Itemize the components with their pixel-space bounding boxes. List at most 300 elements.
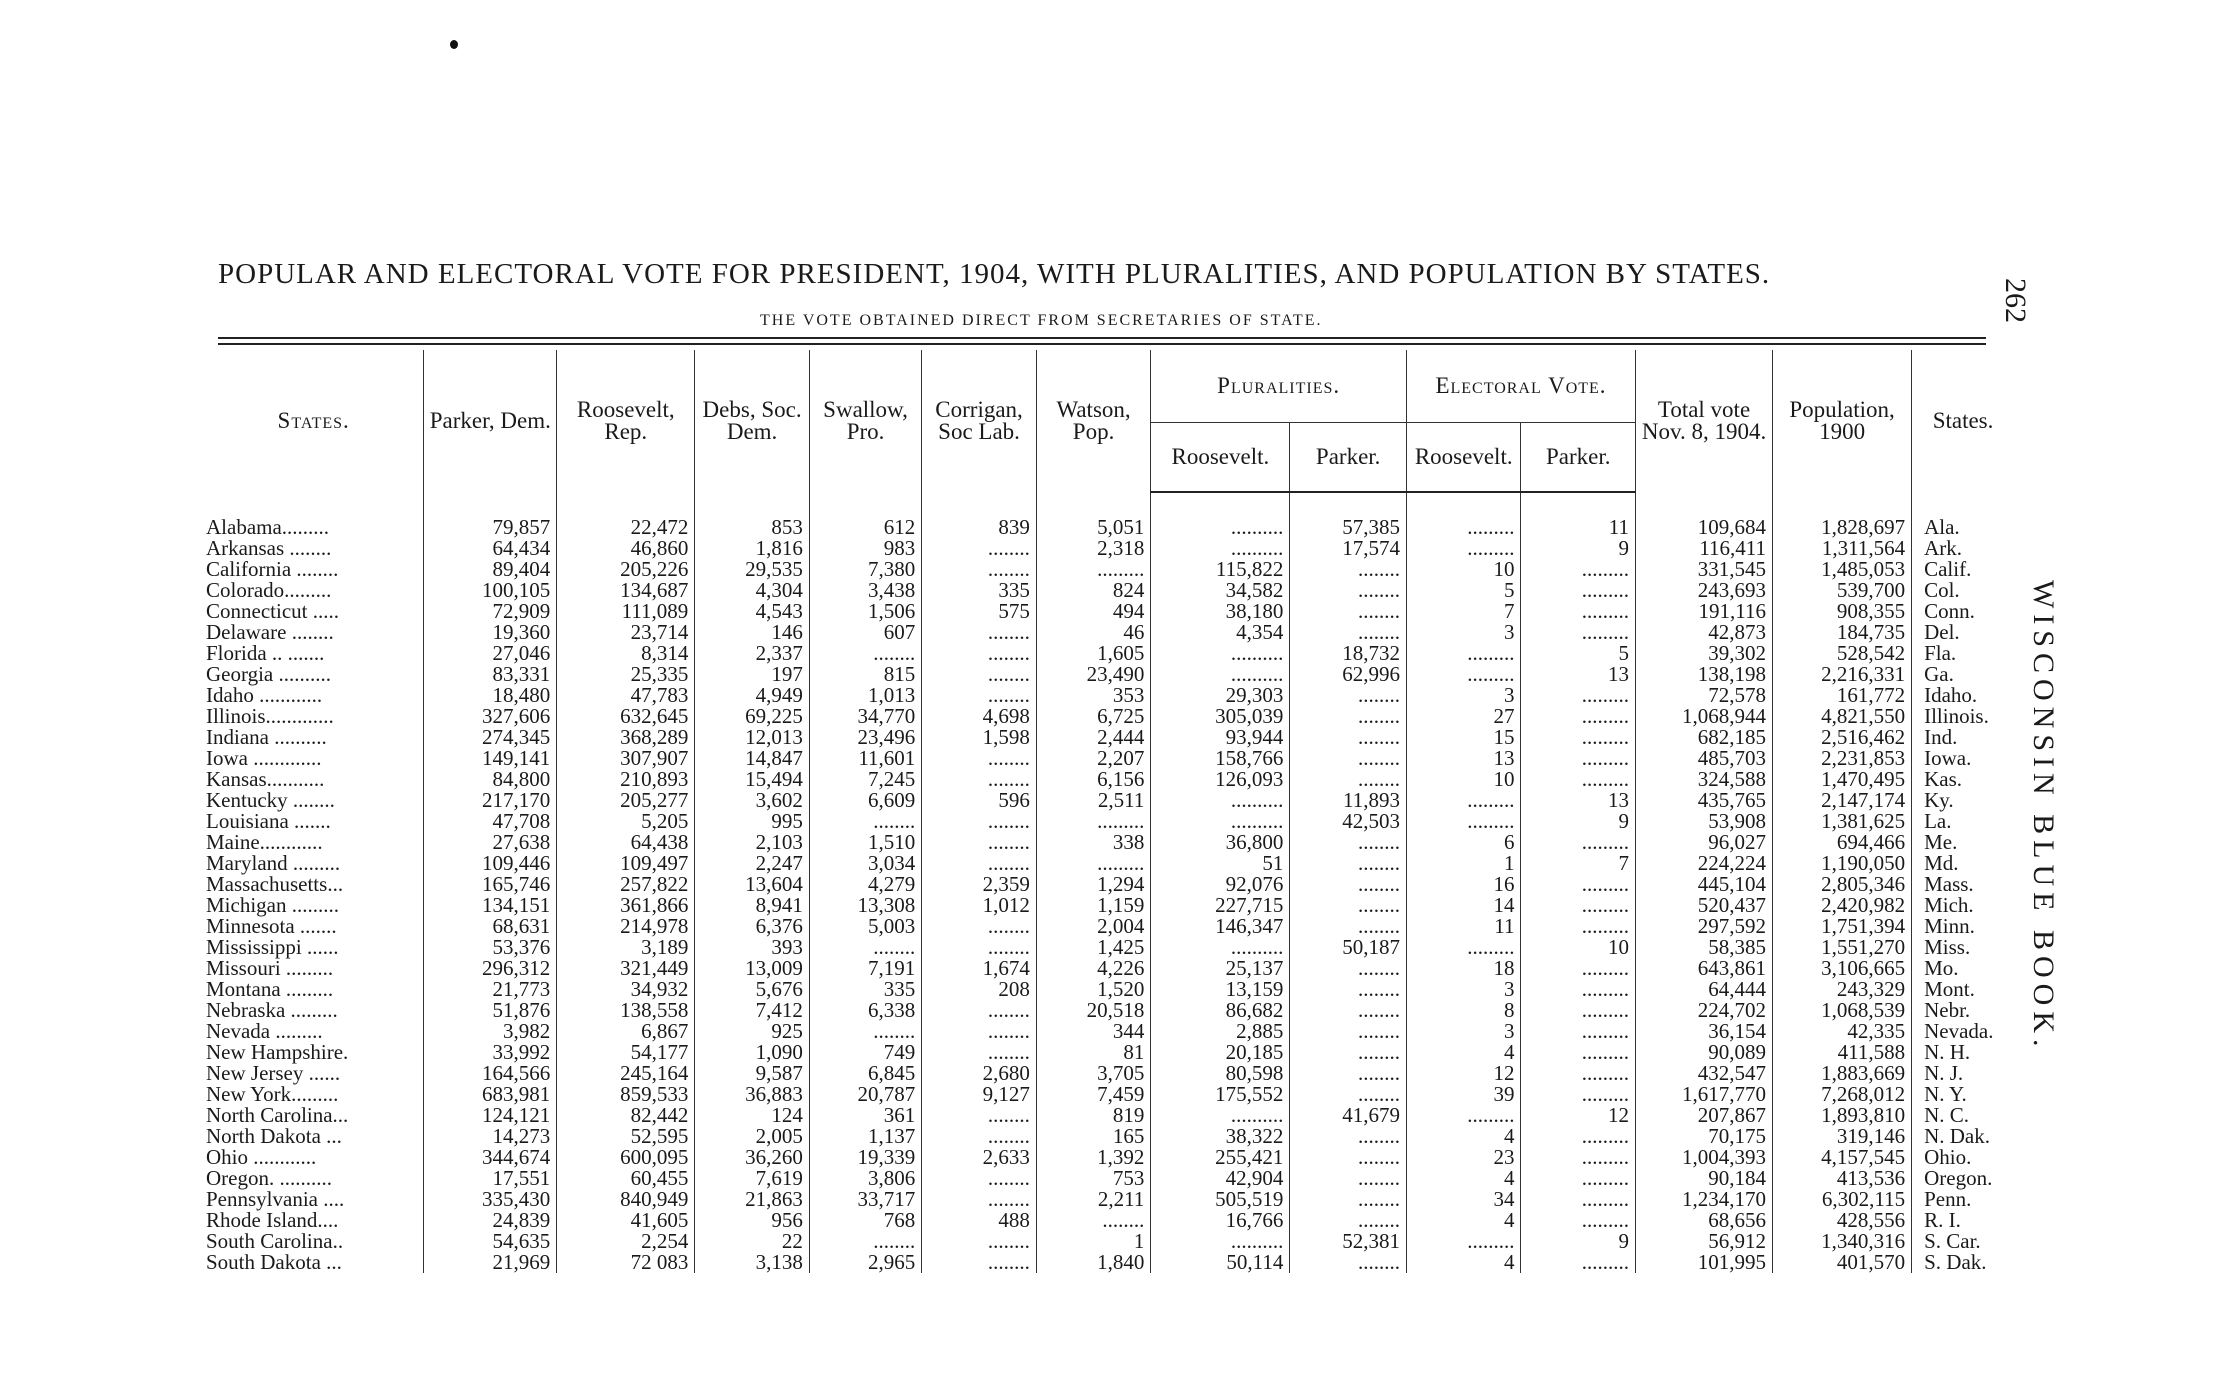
state-cell: Indiana ..........	[206, 725, 327, 749]
plurality-roosevelt-cell: ..........	[1151, 811, 1290, 832]
state-cell: Montana .........	[206, 977, 334, 1001]
total-vote-cell: 324,588	[1636, 769, 1773, 790]
corrigan-vote-cell: 2,680	[922, 1063, 1037, 1084]
table-row	[204, 538, 2014, 559]
plurality-roosevelt-cell: 4,354	[1151, 622, 1290, 643]
electoral-roosevelt-cell: .........	[1406, 1105, 1521, 1126]
roosevelt-vote-cell: 859,533	[557, 1084, 695, 1105]
corrigan-vote-cell: ........	[922, 1021, 1037, 1042]
debs-vote-cell: 956	[695, 1210, 810, 1231]
parker-vote-cell: 47,708	[424, 811, 557, 832]
population-cell: 2,147,174	[1773, 790, 1912, 811]
table-row	[204, 1231, 2014, 1252]
roosevelt-vote-cell: 22,472	[557, 492, 695, 538]
electoral-parker-cell: .........	[1521, 1168, 1636, 1189]
state-abbr-cell: Conn.	[1912, 601, 2014, 622]
electoral-parker-cell: .........	[1521, 601, 1636, 622]
debs-vote-cell: 925	[695, 1021, 810, 1042]
population-cell: 1,893,810	[1773, 1105, 1912, 1126]
parker-vote-cell: 19,360	[424, 622, 557, 643]
table-row	[204, 685, 2014, 706]
debs-vote-cell: 29,535	[695, 559, 810, 580]
debs-vote-cell: 146	[695, 622, 810, 643]
plurality-roosevelt-cell: 80,598	[1151, 1063, 1290, 1084]
state-cell: Rhode Island....	[206, 1208, 339, 1232]
watson-vote-cell: 1,520	[1036, 979, 1151, 1000]
table-row	[204, 1126, 2014, 1147]
table-row	[204, 811, 2014, 832]
total-vote-cell: 207,867	[1636, 1105, 1773, 1126]
swallow-vote-cell: 19,339	[809, 1147, 921, 1168]
population-cell: 4,821,550	[1773, 706, 1912, 727]
roosevelt-vote-cell: 109,497	[557, 853, 695, 874]
total-vote-cell: 297,592	[1636, 916, 1773, 937]
state-abbr-cell: Idaho.	[1912, 685, 2014, 706]
plurality-parker-cell: ........	[1290, 916, 1407, 937]
plurality-roosevelt-cell: 93,944	[1151, 727, 1290, 748]
electoral-parker-cell: 9	[1521, 811, 1636, 832]
state-abbr-cell: Me.	[1912, 832, 2014, 853]
state-abbr-cell: Mich.	[1912, 895, 2014, 916]
state-abbr-cell: N. Dak.	[1912, 1126, 2014, 1147]
state-cell: Idaho ............	[206, 683, 323, 707]
table-row	[204, 790, 2014, 811]
corrigan-vote-cell: ........	[922, 643, 1037, 664]
total-vote-cell: 1,068,944	[1636, 706, 1773, 727]
corrigan-vote-cell: 1,598	[922, 727, 1037, 748]
parker-vote-cell: 164,566	[424, 1063, 557, 1084]
state-cell: Nevada .........	[206, 1019, 323, 1043]
corrigan-vote-cell: 1,012	[922, 895, 1037, 916]
state-abbr-cell: Nevada.	[1912, 1021, 2014, 1042]
plurality-parker-cell: ........	[1290, 685, 1407, 706]
state-abbr-cell: Illinois.	[1912, 706, 2014, 727]
col-header-electoral: Electoral Vote.	[1406, 350, 1635, 423]
parker-vote-cell: 21,773	[424, 979, 557, 1000]
debs-vote-cell: 12,013	[695, 727, 810, 748]
electoral-parker-cell: .........	[1521, 580, 1636, 601]
table-row	[204, 1210, 2014, 1231]
table-row	[204, 1252, 2014, 1273]
parker-vote-cell: 18,480	[424, 685, 557, 706]
watson-vote-cell: 819	[1036, 1105, 1151, 1126]
population-cell: 908,355	[1773, 601, 1912, 622]
population-cell: 1,190,050	[1773, 853, 1912, 874]
state-cell: Nebraska .........	[206, 998, 338, 1022]
electoral-roosevelt-cell: 8	[1406, 1000, 1521, 1021]
roosevelt-vote-cell: 214,978	[557, 916, 695, 937]
swallow-vote-cell: 4,279	[809, 874, 921, 895]
electoral-roosevelt-cell: 27	[1406, 706, 1521, 727]
watson-vote-cell: .........	[1036, 811, 1151, 832]
population-cell: 243,329	[1773, 979, 1912, 1000]
roosevelt-vote-cell: 46,860	[557, 538, 695, 559]
corrigan-vote-cell: ........	[922, 664, 1037, 685]
corrigan-vote-cell: 839	[922, 492, 1037, 538]
swallow-vote-cell: ........	[809, 811, 921, 832]
total-vote-cell: 1,617,770	[1636, 1084, 1773, 1105]
swallow-vote-cell: 20,787	[809, 1084, 921, 1105]
parker-vote-cell: 100,105	[424, 580, 557, 601]
debs-vote-cell: 7,619	[695, 1168, 810, 1189]
electoral-parker-cell: .........	[1521, 832, 1636, 853]
plurality-roosevelt-cell: 2,885	[1151, 1021, 1290, 1042]
corrigan-vote-cell: ........	[922, 1252, 1037, 1273]
electoral-roosevelt-cell: 4	[1406, 1126, 1521, 1147]
state-abbr-cell: Col.	[1912, 580, 2014, 601]
table-row	[204, 1042, 2014, 1063]
corrigan-vote-cell: 4,698	[922, 706, 1037, 727]
electoral-roosevelt-cell: .........	[1406, 1231, 1521, 1252]
state-cell: Florida .. .......	[206, 641, 325, 665]
parker-vote-cell: 344,674	[424, 1147, 557, 1168]
roosevelt-vote-cell: 52,595	[557, 1126, 695, 1147]
running-title: WISCONSIN BLUE BOOK.	[2027, 580, 2060, 1053]
plurality-roosevelt-cell: 115,822	[1151, 559, 1290, 580]
total-vote-cell: 224,702	[1636, 1000, 1773, 1021]
corrigan-vote-cell: 208	[922, 979, 1037, 1000]
parker-vote-cell: 217,170	[424, 790, 557, 811]
total-vote-cell: 68,656	[1636, 1210, 1773, 1231]
plurality-parker-cell: ........	[1290, 1168, 1407, 1189]
state-cell: Pennsylvania ....	[206, 1187, 345, 1211]
electoral-roosevelt-cell: 4	[1406, 1168, 1521, 1189]
population-cell: 413,536	[1773, 1168, 1912, 1189]
state-cell: New Hampshire.	[206, 1040, 349, 1064]
watson-vote-cell: 338	[1036, 832, 1151, 853]
debs-vote-cell: 4,949	[695, 685, 810, 706]
plurality-roosevelt-cell: 255,421	[1151, 1147, 1290, 1168]
debs-vote-cell: 13,009	[695, 958, 810, 979]
electoral-parker-cell: .........	[1521, 958, 1636, 979]
watson-vote-cell: 2,004	[1036, 916, 1151, 937]
population-cell: 2,216,331	[1773, 664, 1912, 685]
state-cell: South Dakota ...	[206, 1250, 342, 1274]
table-row	[204, 580, 2014, 601]
state-cell: Delaware ........	[206, 620, 334, 644]
corrigan-vote-cell: 2,359	[922, 874, 1037, 895]
corrigan-vote-cell: ........	[922, 685, 1037, 706]
parker-vote-cell: 683,981	[424, 1084, 557, 1105]
electoral-parker-cell: .........	[1521, 1210, 1636, 1231]
debs-vote-cell: 2,337	[695, 643, 810, 664]
total-vote-cell: 42,873	[1636, 622, 1773, 643]
parker-vote-cell: 54,635	[424, 1231, 557, 1252]
parker-vote-cell: 109,446	[424, 853, 557, 874]
total-vote-cell: 432,547	[1636, 1063, 1773, 1084]
parker-vote-cell: 68,631	[424, 916, 557, 937]
roosevelt-vote-cell: 25,335	[557, 664, 695, 685]
table-row	[204, 769, 2014, 790]
electoral-parker-cell: .........	[1521, 1042, 1636, 1063]
parker-vote-cell: 83,331	[424, 664, 557, 685]
population-cell: 184,735	[1773, 622, 1912, 643]
table-row	[204, 664, 2014, 685]
col-header-plur-parker: Parker.	[1290, 423, 1407, 493]
parker-vote-cell: 51,876	[424, 1000, 557, 1021]
corrigan-vote-cell: ........	[922, 832, 1037, 853]
total-vote-cell: 58,385	[1636, 937, 1773, 958]
table-row	[204, 706, 2014, 727]
electoral-roosevelt-cell: 3	[1406, 1021, 1521, 1042]
population-cell: 1,311,564	[1773, 538, 1912, 559]
roosevelt-vote-cell: 82,442	[557, 1105, 695, 1126]
debs-vote-cell: 22	[695, 1231, 810, 1252]
table-row	[204, 622, 2014, 643]
population-cell: 2,516,462	[1773, 727, 1912, 748]
electoral-roosevelt-cell: 6	[1406, 832, 1521, 853]
electoral-parker-cell: 9	[1521, 1231, 1636, 1252]
roosevelt-vote-cell: 361,866	[557, 895, 695, 916]
col-header-roosevelt: Roosevelt, Rep.	[557, 350, 695, 492]
state-abbr-cell: S. Dak.	[1912, 1252, 2014, 1273]
parker-vote-cell: 165,746	[424, 874, 557, 895]
roosevelt-vote-cell: 600,095	[557, 1147, 695, 1168]
plurality-parker-cell: ........	[1290, 622, 1407, 643]
electoral-roosevelt-cell: 5	[1406, 580, 1521, 601]
electoral-roosevelt-cell: .........	[1406, 538, 1521, 559]
plurality-parker-cell: ........	[1290, 1210, 1407, 1231]
state-abbr-cell: Nebr.	[1912, 1000, 2014, 1021]
plurality-parker-cell: ........	[1290, 1084, 1407, 1105]
roosevelt-vote-cell: 60,455	[557, 1168, 695, 1189]
parker-vote-cell: 89,404	[424, 559, 557, 580]
plurality-parker-cell: ........	[1290, 1189, 1407, 1210]
plurality-roosevelt-cell: ..........	[1151, 1231, 1290, 1252]
total-vote-cell: 116,411	[1636, 538, 1773, 559]
electoral-parker-cell: .........	[1521, 1126, 1636, 1147]
swallow-vote-cell: 11,601	[809, 748, 921, 769]
plurality-roosevelt-cell: ..........	[1151, 664, 1290, 685]
total-vote-cell: 39,302	[1636, 643, 1773, 664]
plurality-parker-cell: 57,385	[1290, 492, 1407, 538]
swallow-vote-cell: 33,717	[809, 1189, 921, 1210]
total-vote-cell: 56,912	[1636, 1231, 1773, 1252]
roosevelt-vote-cell: 3,189	[557, 937, 695, 958]
roosevelt-vote-cell: 840,949	[557, 1189, 695, 1210]
watson-vote-cell: .........	[1036, 559, 1151, 580]
parker-vote-cell: 72,909	[424, 601, 557, 622]
electoral-roosevelt-cell: 3	[1406, 979, 1521, 1000]
debs-vote-cell: 21,863	[695, 1189, 810, 1210]
debs-vote-cell: 36,260	[695, 1147, 810, 1168]
plurality-parker-cell: ........	[1290, 769, 1407, 790]
state-abbr-cell: R. I.	[1912, 1210, 2014, 1231]
plurality-parker-cell: ........	[1290, 1252, 1407, 1273]
watson-vote-cell: 165	[1036, 1126, 1151, 1147]
state-abbr-cell: Mont.	[1912, 979, 2014, 1000]
total-vote-cell: 90,184	[1636, 1168, 1773, 1189]
col-header-plur-roosevelt: Roosevelt.	[1151, 423, 1290, 493]
parker-vote-cell: 124,121	[424, 1105, 557, 1126]
watson-vote-cell: 1,159	[1036, 895, 1151, 916]
plurality-parker-cell: ........	[1290, 1021, 1407, 1042]
population-cell: 1,485,053	[1773, 559, 1912, 580]
electoral-parker-cell: .........	[1521, 622, 1636, 643]
state-abbr-cell: N. H.	[1912, 1042, 2014, 1063]
roosevelt-vote-cell: 205,226	[557, 559, 695, 580]
table-row	[204, 601, 2014, 622]
plurality-parker-cell: ........	[1290, 979, 1407, 1000]
state-cell: Arkansas ........	[206, 536, 332, 560]
electoral-roosevelt-cell: 10	[1406, 769, 1521, 790]
roosevelt-vote-cell: 64,438	[557, 832, 695, 853]
watson-vote-cell: 1,425	[1036, 937, 1151, 958]
total-vote-cell: 90,089	[1636, 1042, 1773, 1063]
title-rule-bottom	[218, 343, 1986, 345]
roosevelt-vote-cell: 138,558	[557, 1000, 695, 1021]
corrigan-vote-cell: ........	[922, 1105, 1037, 1126]
watson-vote-cell: .........	[1036, 853, 1151, 874]
debs-vote-cell: 6,376	[695, 916, 810, 937]
plurality-roosevelt-cell: 227,715	[1151, 895, 1290, 916]
state-abbr-cell: La.	[1912, 811, 2014, 832]
plurality-parker-cell: ........	[1290, 958, 1407, 979]
debs-vote-cell: 2,103	[695, 832, 810, 853]
electoral-roosevelt-cell: .........	[1406, 664, 1521, 685]
corrigan-vote-cell: ........	[922, 1189, 1037, 1210]
watson-vote-cell: 6,725	[1036, 706, 1151, 727]
watson-vote-cell: 7,459	[1036, 1084, 1151, 1105]
state-abbr-cell: Mo.	[1912, 958, 2014, 979]
swallow-vote-cell: 3,438	[809, 580, 921, 601]
state-cell: Missouri .........	[206, 956, 334, 980]
swallow-vote-cell: 3,806	[809, 1168, 921, 1189]
state-abbr-cell: N. Y.	[1912, 1084, 2014, 1105]
table-row	[204, 979, 2014, 1000]
state-cell: Louisiana .......	[206, 809, 331, 833]
electoral-roosevelt-cell: 23	[1406, 1147, 1521, 1168]
plurality-roosevelt-cell: 16,766	[1151, 1210, 1290, 1231]
plurality-parker-cell: ........	[1290, 748, 1407, 769]
total-vote-cell: 191,116	[1636, 601, 1773, 622]
roosevelt-vote-cell: 2,254	[557, 1231, 695, 1252]
electoral-roosevelt-cell: 3	[1406, 685, 1521, 706]
state-cell: New York.........	[206, 1082, 339, 1106]
parker-vote-cell: 134,151	[424, 895, 557, 916]
parker-vote-cell: 79,857	[424, 492, 557, 538]
total-vote-cell: 70,175	[1636, 1126, 1773, 1147]
swallow-vote-cell: 6,845	[809, 1063, 921, 1084]
swallow-vote-cell: 13,308	[809, 895, 921, 916]
plurality-parker-cell: 62,996	[1290, 664, 1407, 685]
table-row	[204, 832, 2014, 853]
table-row	[204, 874, 2014, 895]
total-vote-cell: 520,437	[1636, 895, 1773, 916]
roosevelt-vote-cell: 54,177	[557, 1042, 695, 1063]
parker-vote-cell: 149,141	[424, 748, 557, 769]
plurality-parker-cell: 50,187	[1290, 937, 1407, 958]
corrigan-vote-cell: 335	[922, 580, 1037, 601]
plurality-parker-cell: ........	[1290, 1000, 1407, 1021]
swallow-vote-cell: 335	[809, 979, 921, 1000]
electoral-parker-cell: 11	[1521, 492, 1636, 538]
watson-vote-cell: 4,226	[1036, 958, 1151, 979]
corrigan-vote-cell: ........	[922, 853, 1037, 874]
roosevelt-vote-cell: 23,714	[557, 622, 695, 643]
electoral-parker-cell: .........	[1521, 1000, 1636, 1021]
swallow-vote-cell: 1,137	[809, 1126, 921, 1147]
plurality-roosevelt-cell: 92,076	[1151, 874, 1290, 895]
electoral-parker-cell: .........	[1521, 706, 1636, 727]
table-row	[204, 559, 2014, 580]
corrigan-vote-cell: ........	[922, 622, 1037, 643]
swallow-vote-cell: ........	[809, 1231, 921, 1252]
parker-vote-cell: 27,638	[424, 832, 557, 853]
parker-vote-cell: 327,606	[424, 706, 557, 727]
parker-vote-cell: 17,551	[424, 1168, 557, 1189]
plurality-roosevelt-cell: ..........	[1151, 492, 1290, 538]
plurality-roosevelt-cell: 38,322	[1151, 1126, 1290, 1147]
corrigan-vote-cell: 1,674	[922, 958, 1037, 979]
vote-table	[204, 350, 2014, 1273]
roosevelt-vote-cell: 72 083	[557, 1252, 695, 1273]
parker-vote-cell: 64,434	[424, 538, 557, 559]
plurality-parker-cell: ........	[1290, 1042, 1407, 1063]
electoral-roosevelt-cell: .........	[1406, 811, 1521, 832]
state-cell: Alabama.........	[206, 514, 330, 539]
total-vote-cell: 1,234,170	[1636, 1189, 1773, 1210]
state-cell: Georgia ..........	[206, 662, 332, 686]
col-header-states: States.	[277, 408, 350, 433]
table-row	[204, 937, 2014, 958]
electoral-roosevelt-cell: 4	[1406, 1210, 1521, 1231]
electoral-parker-cell: .........	[1521, 727, 1636, 748]
vote-table-body	[204, 492, 2014, 1273]
population-cell: 401,570	[1773, 1252, 1912, 1273]
roosevelt-vote-cell: 5,205	[557, 811, 695, 832]
watson-vote-cell: 494	[1036, 601, 1151, 622]
plurality-roosevelt-cell: ..........	[1151, 538, 1290, 559]
parker-vote-cell: 14,273	[424, 1126, 557, 1147]
electoral-parker-cell: .........	[1521, 769, 1636, 790]
population-cell: 1,470,495	[1773, 769, 1912, 790]
total-vote-cell: 243,693	[1636, 580, 1773, 601]
state-abbr-cell: Fla.	[1912, 643, 2014, 664]
electoral-parker-cell: 7	[1521, 853, 1636, 874]
corrigan-vote-cell: 596	[922, 790, 1037, 811]
roosevelt-vote-cell: 257,822	[557, 874, 695, 895]
state-abbr-cell: Ky.	[1912, 790, 2014, 811]
state-cell: Maine............	[206, 830, 323, 854]
state-cell: Maryland .........	[206, 851, 341, 875]
total-vote-cell: 682,185	[1636, 727, 1773, 748]
watson-vote-cell: 2,207	[1036, 748, 1151, 769]
state-cell: California ........	[206, 557, 339, 581]
state-cell: Iowa .............	[206, 746, 322, 770]
plurality-roosevelt-cell: 126,093	[1151, 769, 1290, 790]
total-vote-cell: 72,578	[1636, 685, 1773, 706]
population-cell: 161,772	[1773, 685, 1912, 706]
electoral-roosevelt-cell: 18	[1406, 958, 1521, 979]
state-abbr-cell: N. J.	[1912, 1063, 2014, 1084]
electoral-parker-cell: 13	[1521, 664, 1636, 685]
plurality-roosevelt-cell: 50,114	[1151, 1252, 1290, 1273]
electoral-roosevelt-cell: 4	[1406, 1252, 1521, 1273]
table-row	[204, 1000, 2014, 1021]
total-vote-cell: 485,703	[1636, 748, 1773, 769]
state-cell: North Carolina...	[206, 1103, 349, 1127]
plurality-parker-cell: 52,381	[1290, 1231, 1407, 1252]
state-cell: Ohio ............	[206, 1145, 317, 1169]
debs-vote-cell: 995	[695, 811, 810, 832]
roosevelt-vote-cell: 134,687	[557, 580, 695, 601]
parker-vote-cell: 84,800	[424, 769, 557, 790]
swallow-vote-cell: ........	[809, 1021, 921, 1042]
watson-vote-cell: 6,156	[1036, 769, 1151, 790]
population-cell: 1,551,270	[1773, 937, 1912, 958]
swallow-vote-cell: 815	[809, 664, 921, 685]
